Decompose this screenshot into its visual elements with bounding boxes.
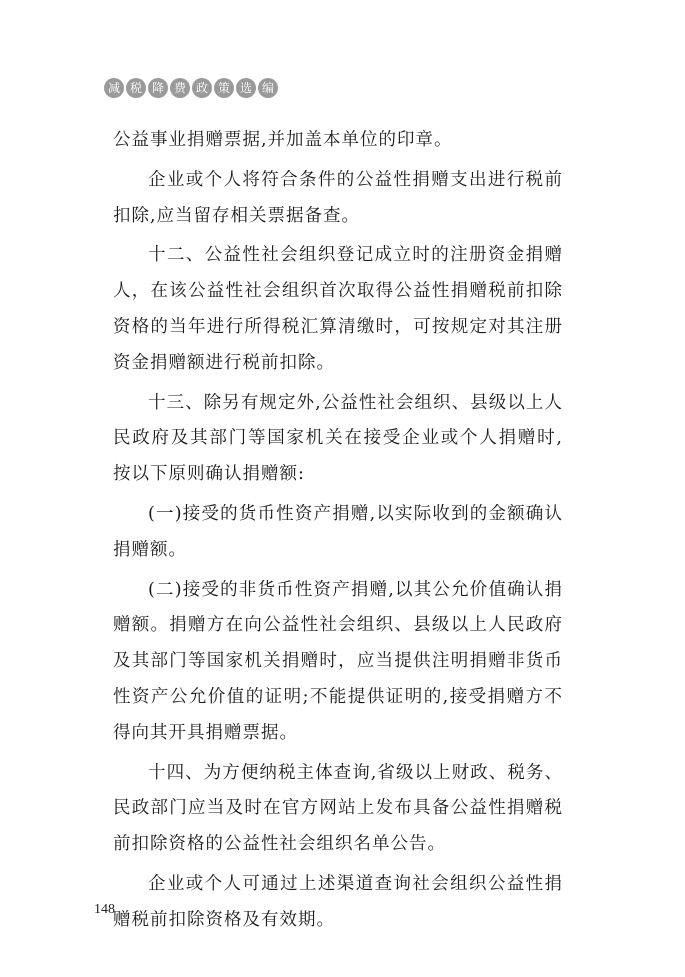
paragraph-article-13: 十三、除另有规定外,公益性社会组织、县级以上人民政府及其部门等国家机关在接受企业或个人捐赠时,按以下原则确认捐赠额: — [113, 392, 563, 485]
paragraph-article-12: 十二、公益性社会组织登记成立时的注册资金捐赠人，在该公益性社会组织首次取得公益性捐赠税前扣除资格的当年进行所得税汇算清缴时，可按规定对其注册资金捐赠额进行税前扣除。 — [113, 245, 563, 373]
header-char: 策 — [214, 78, 234, 98]
paragraph-article-14: 十四、为方便纳税主体查询,省级以上财政、税务、民政部门应当及时在官方网站上发布具备公益性捐赠税前扣除资格的公益性社会组织名单公告。 — [113, 762, 563, 855]
header-char: 编 — [258, 78, 278, 98]
paragraph: 企业或个人将符合条件的公益性捐赠支出进行税前扣除,应当留存相关票据备查。 — [113, 169, 563, 226]
paragraph-continued: 公益事业捐赠票据,并加盖本单位的印章。 — [113, 130, 453, 150]
header-char: 降 — [148, 78, 168, 98]
paragraph-item-1: (一)接受的货币性资产捐赠,以实际收到的金额确认捐赠额。 — [113, 503, 563, 560]
header-char: 税 — [126, 78, 146, 98]
header-char: 政 — [192, 78, 212, 98]
header-char: 选 — [236, 78, 256, 98]
body-text — [113, 123, 563, 943]
running-header — [104, 78, 278, 98]
paragraph-item-2: (二)接受的非货币性资产捐赠,以其公允价值确认捐赠额。捐赠方在向公益性社会组织、县级以上人民政府及其部门等国家机关捐赠时，应当提供注明捐赠非货币性资产公允价值的证明;不能提供证明的,接受捐赠方不得向其开具捐赠票据。 — [113, 579, 563, 743]
paragraph: 企业或个人可通过上述渠道查询社会组织公益性捐赠税前扣除资格及有效期。 — [113, 873, 563, 930]
page-number: 148 — [94, 902, 115, 917]
header-char: 减 — [104, 78, 124, 98]
header-char: 费 — [170, 78, 190, 98]
